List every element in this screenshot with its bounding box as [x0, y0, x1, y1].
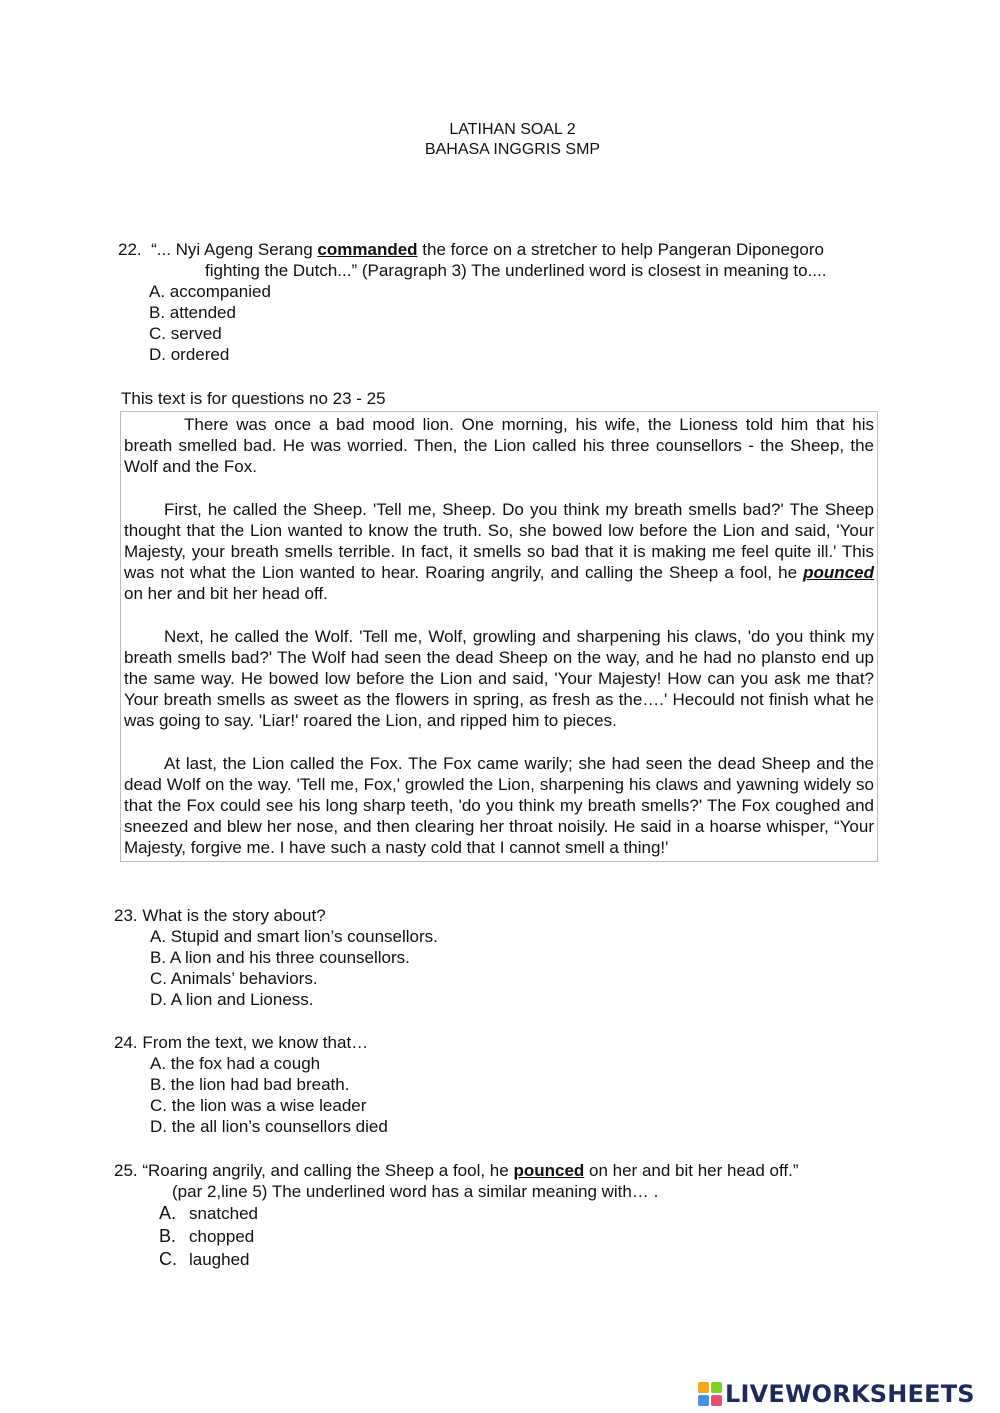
option-25-b[interactable] — [114, 1225, 914, 1248]
passage-paragraph-2 — [124, 499, 874, 605]
question-25-stem — [114, 1160, 914, 1181]
option-23-a[interactable]: A. Stupid and smart lion’s counsellors. — [150, 927, 438, 946]
option-text: chopped — [189, 1227, 255, 1246]
question-22-post: the force on a stretcher to help Pangeran Diponegoro — [417, 240, 824, 259]
question-22-stem — [118, 239, 888, 260]
question-25-keyword: pounced — [513, 1161, 585, 1180]
option-24-a[interactable]: A. the fox had a cough — [150, 1054, 321, 1073]
passage-p2-keyword: pounced — [803, 563, 874, 583]
passage-p2-post: on her and bit her head off. — [124, 584, 328, 604]
liveworksheets-logo-icon — [697, 1381, 723, 1407]
question-22-pre: “... Nyi Ageng Serang — [151, 240, 318, 259]
logo-square-4 — [711, 1395, 722, 1406]
question-25-stem-line2: (par 2,line 5) The underlined word has a similar meaning with… . — [172, 1182, 659, 1201]
question-23-stem: 23. What is the story about? — [114, 906, 326, 925]
passage-p2-pre: First, he called the Sheep. 'Tell me, Sheep. Do you think my breath smells bad?' The Sheep thought that the Lion wanted to know the truth. So, she bowed low before the Lion and said, 'Your Majesty, your breath smells terrible. In fact, it smells so bad that it is making me feel quite ill.' This was not what the Lion wanted to hear. Roaring angrily, and calling the Sheep a fool, he — [124, 499, 874, 583]
logo-square-2 — [711, 1382, 722, 1393]
question-22-keyword: commanded — [317, 240, 418, 259]
option-23-c[interactable]: C. Animals’ behaviors. — [150, 969, 318, 988]
question-24 — [114, 1032, 874, 1137]
option-24-b[interactable]: B. the lion had bad breath. — [150, 1075, 350, 1094]
question-23 — [114, 905, 874, 1010]
passage-paragraph-1: There was once a bad mood lion. One morning, his wife, the Lioness told him that his breath smelled bad. He was worried. Then, the Lion called his three counsellors - the Sheep, the Wolf and the Fox. — [124, 415, 874, 477]
question-25-post: on her and bit her head off.” — [584, 1161, 799, 1180]
option-23-d[interactable]: D. A lion and Lioness. — [150, 990, 314, 1009]
option-22-b[interactable]: B. attended — [149, 303, 236, 322]
question-25 — [114, 1160, 914, 1271]
question-25-pre: 25. “Roaring angrily, and calling the Sheep a fool, he — [114, 1161, 514, 1180]
option-letter: C. — [159, 1249, 177, 1269]
reading-passage — [120, 411, 878, 862]
worksheet-header — [0, 120, 1000, 160]
passage-paragraph-3: Next, he called the Wolf. 'Tell me, Wolf, growling and sharpening his claws, 'do you think my breath smells bad?' The Wolf had seen the dead Sheep on the way, and he had no plansto end up the same way. He bowed low before the Lion and said, 'Your Majesty! How can you ask me that? Your breath smells as sweet as the flowers in spring, as fresh as the….' Hecould not finish what he was going to say. 'Liar!' roared the Lion, and ripped him to pieces. — [124, 626, 874, 731]
option-text: snatched — [189, 1204, 258, 1223]
question-22-stem-line2: fighting the Dutch...” (Paragraph 3) The underlined word is closest in meaning to.... — [205, 261, 827, 280]
option-text: laughed — [189, 1250, 250, 1269]
option-letter: A. — [159, 1203, 177, 1223]
option-22-a[interactable]: A. accompanied — [149, 282, 271, 301]
option-23-b[interactable]: B. A lion and his three counsellors. — [150, 948, 410, 967]
logo-text: LIVEWORKSHEETS — [725, 1379, 975, 1408]
header-title: LATIHAN SOAL 2 — [449, 121, 576, 138]
question-24-stem: 24. From the text, we know that… — [114, 1033, 369, 1052]
option-22-d[interactable]: D. ordered — [149, 345, 230, 364]
option-24-c[interactable]: C. the lion was a wise leader — [150, 1096, 367, 1115]
option-letter: B. — [159, 1226, 177, 1246]
option-22-c[interactable]: C. served — [149, 324, 222, 343]
passage-label: This text is for questions no 23 - 25 — [121, 389, 386, 408]
question-22 — [118, 239, 888, 365]
header-subtitle: BAHASA INGGRIS SMP — [424, 141, 601, 158]
option-24-d[interactable]: D. the all lion’s counsellors died — [150, 1117, 388, 1136]
option-25-c[interactable] — [114, 1248, 914, 1271]
logo-square-3 — [698, 1395, 709, 1406]
passage-paragraph-4: At last, the Lion called the Fox. The Fox came warily; she had seen the dead Sheep and the dead Wolf on the way. 'Tell me, Fox,' growled the Lion, sharpening his claws and yawning widely so that the Fox could see his long sharp teeth, 'do you think my breath smells?' The Fox coughed and sneezed and blew her nose, and then clearing her throat noisily. He said in a hoarse whisper, “Your Majesty, forgive me. I have such a nasty cold that I cannot smell a thing!' — [124, 753, 874, 858]
liveworksheets-logo — [697, 1377, 975, 1411]
option-25-a[interactable] — [114, 1202, 914, 1225]
logo-square-1 — [698, 1382, 709, 1393]
question-number: 22. — [118, 240, 142, 259]
